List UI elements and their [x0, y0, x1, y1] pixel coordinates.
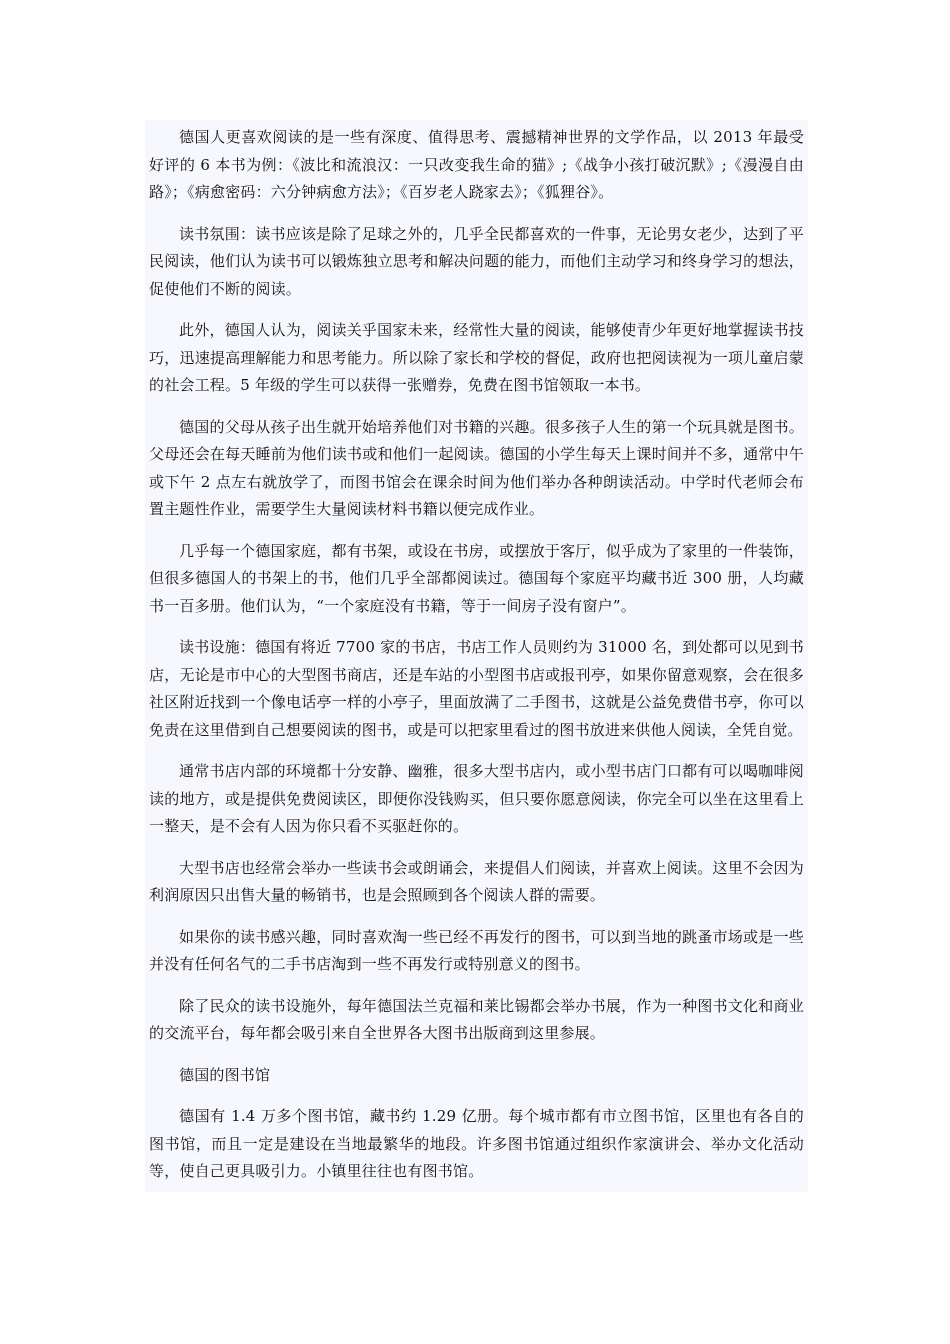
paragraph-4: 德国的父母从孩子出生就开始培养他们对书籍的兴趣。很多孩子人生的第一个玩具就是图书。父母还会在每天睡前为他们读书或和他们一起阅读。德国的小学生每天上课时间并不多，通常中午或下午 2 点左右就放学了，而图书馆会在课余时间为他们举办各种朗读活动。中学时代老师会布置主题性作业，需要学生大量阅读材料书籍以便完成作业。 — [149, 417, 804, 518]
paragraph-12: 德国有 1.4 万多个图书馆，藏书约 1.29 亿册。每个城市都有市立图书馆，区里也有各自的图书馆，而且一定是建设在当地最繁华的地段。许多图书馆通过组织作家演讲会、举办文化活动等，使自己更具吸引力。小镇里往往也有图书馆。 — [149, 1107, 804, 1180]
paragraph-1: 德国人更喜欢阅读的是一些有深度、值得思考、震撼精神世界的文学作品，以 2013 年最受好评的 6 本书为例：《波比和流浪汉：一只改变我生命的猫》;《战争小孩打破沉默》;《漫漫自由路》；《病愈密码：六分钟病愈方法》；《百岁老人跷家去》；《狐狸谷》。 — [149, 128, 804, 201]
paragraph-9: 如果你的读书感兴趣，同时喜欢淘一些已经不再发行的图书，可以到当地的跳蚤市场或是一些并没有任何名气的二手书店淘到一些不再发行或特别意义的图书。 — [149, 927, 804, 973]
paragraph-5: 几乎每一个德国家庭，都有书架，或设在书房，或摆放于客厅，似乎成为了家里的一件装饰，但很多德国人的书架上的书，他们几乎全部都阅读过。德国每个家庭平均藏书近 300 册，人均藏书一百多册。他们认为，“一个家庭没有书籍，等于一间房子没有窗户”。 — [149, 541, 804, 615]
paragraph-7: 通常书店内部的环境都十分安静、幽雅，很多大型书店内，或小型书店门口都有可以喝咖啡阅读的地方，或是提供免费阅读区，即便你没钱购买，但只要你愿意阅读，你完全可以坐在这里看上一整天，是不会有人因为你只看不买驱赶你的。 — [149, 762, 804, 835]
section-heading: 德国的图书馆 — [179, 1065, 271, 1084]
paragraph-3: 此外，德国人认为，阅读关乎国家未来，经常性大量的阅读，能够使青少年更好地掌握读书技巧，迅速提高理解能力和思考能力。所以除了家长和学校的督促，政府也把阅读视为一项儿童启蒙的社会工程。5 年级的学生可以获得一张赠券，免费在图书馆领取一本书。 — [149, 321, 804, 394]
article-body — [145, 120, 808, 1192]
paragraph-2: 读书氛围：读书应该是除了足球之外的，几乎全民都喜欢的一件事，无论男女老少，达到了平民阅读，他们认为读书可以锻炼独立思考和解决问题的能力，而他们主动学习和终身学习的想法，促使他们不断的阅读。 — [149, 224, 804, 298]
paragraph-10: 除了民众的读书设施外，每年德国法兰克福和莱比锡都会举办书展，作为一种图书文化和商业的交流平台，每年都会吸引来自全世界各大图书出版商到这里参展。 — [149, 996, 804, 1042]
paragraph-6: 读书设施：德国有将近 7700 家的书店，书店工作人员则约为 31000 名，到处都可以见到书店，无论是市中心的大型图书商店，还是车站的小型图书店或报刊亭，如果你留意观察，会在很多社区附近找到一个像电话亭一样的小亭子，里面放满了二手图书，这就是公益免费借书亭，你可以免责在这里借到自己想要阅读的图书，或是可以把家里看过的图书放进来供他人阅读，全凭自觉。 — [149, 638, 804, 739]
paragraph-8: 大型书店也经常会举办一些读书会或朗诵会，来提倡人们阅读，并喜欢上阅读。这里不会因为利润原因只出售大量的畅销书，也是会照顾到各个阅读人群的需要。 — [149, 858, 804, 904]
